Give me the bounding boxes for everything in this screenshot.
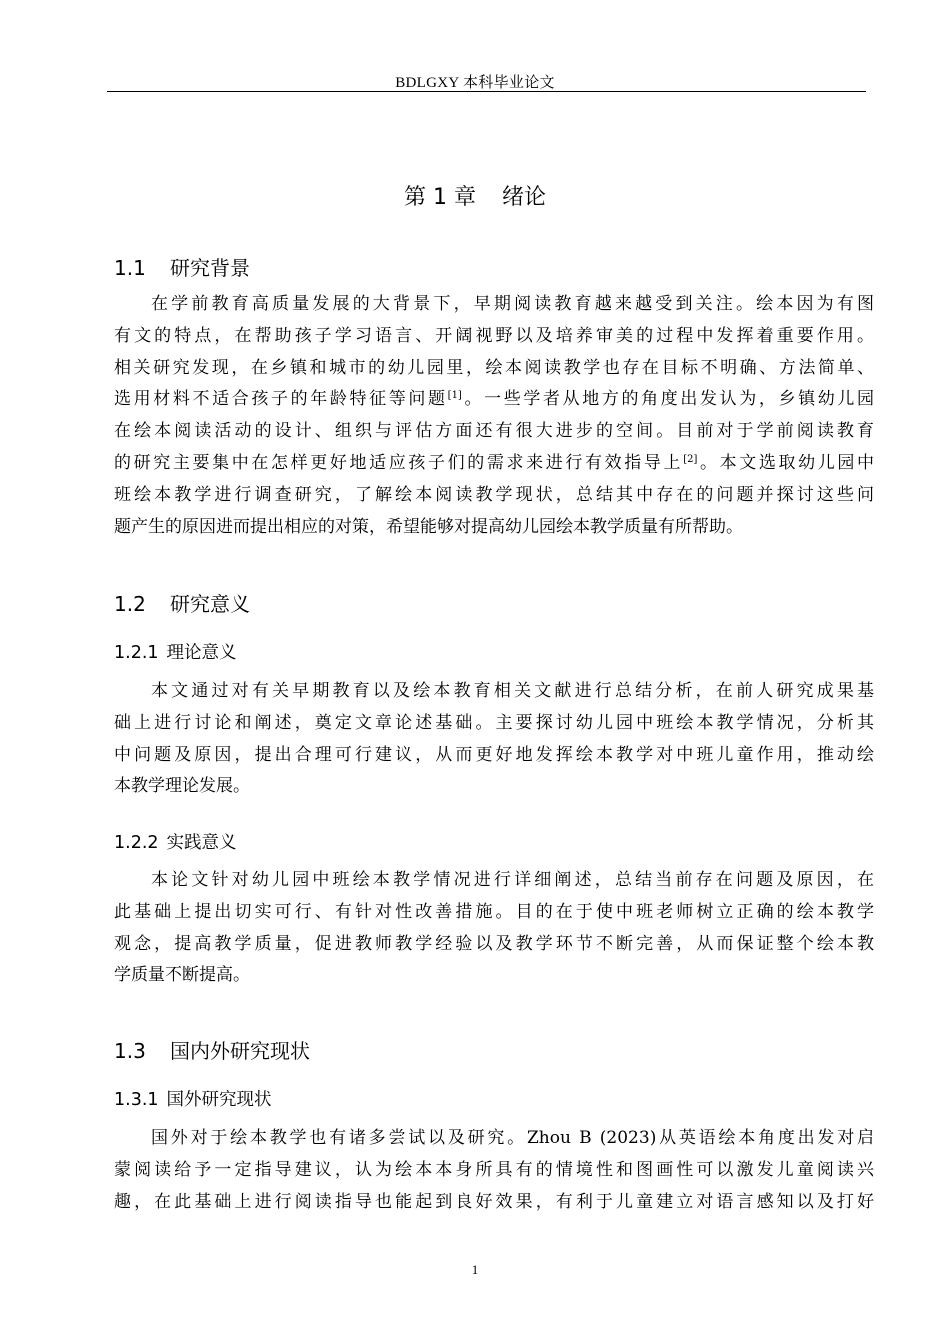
- section-title: 研究背景: [170, 256, 250, 280]
- text-line: 班绘本教学进行调查研究，了解绘本阅读教学现状，总结其中存在的问题并探讨这些问: [114, 484, 874, 505]
- text-span: 选用材料不适合孩子的年龄特征等问题: [114, 389, 448, 410]
- page-number: 1: [471, 1262, 479, 1277]
- text-line: [114, 448, 874, 480]
- chapter-name: 绪论: [501, 185, 546, 210]
- text-line: 本教学理论发展。: [114, 776, 250, 797]
- citation-1: [1]: [447, 390, 462, 402]
- text-line: 此基础上提出切实可行、有针对性改善措施。目的在于使中班老师树立正确的绘本教学: [114, 901, 874, 922]
- text-line: 础上进行讨论和阐述，奠定文章论述基础。主要探讨幼儿园中班绘本教学情况，分析其: [114, 712, 874, 733]
- header-rule: [107, 91, 866, 92]
- text-line: 相关研究发现，在乡镇和城市的幼儿园里，绘本阅读教学也存在目标不明确、方法简单、: [114, 357, 874, 378]
- section-heading-1-1: [114, 252, 250, 281]
- subsection-heading-1-2-2: [114, 829, 237, 854]
- text-line: 在学前教育高质量发展的大背景下，早期阅读教育越来越受到关注。绘本因为有图: [151, 294, 874, 314]
- section-title: 研究意义: [170, 592, 250, 616]
- paragraph-background: [114, 289, 874, 543]
- paragraph-foreign-research: [114, 1123, 874, 1218]
- text-line: 国外对于绘本教学也有诸多尝试以及研究。Zhou B (2023)从英语绘本角度出发对启: [151, 1128, 874, 1148]
- text-line: 中问题及原因，提出合理可行建议，从而更好地发挥绘本教学对中班儿童作用，推动绘: [114, 744, 874, 765]
- section-heading-1-3: [114, 1035, 310, 1064]
- section-number: 1.3: [114, 1039, 146, 1063]
- text-line: 观念，提高教学质量，促进教师教学经验以及教学环节不断完善，从而保证整个绘本教: [114, 933, 874, 954]
- text-span: 。本文选取幼儿园中: [697, 452, 875, 473]
- text-line: 学质量不断提高。: [114, 965, 250, 986]
- section-title: 国内外研究现状: [170, 1039, 310, 1063]
- section-number: 1.1: [114, 256, 146, 280]
- text-span: 。一些学者从地方的角度出发认为，乡镇幼儿园: [461, 389, 875, 410]
- text-line: 蒙阅读给予一定指导建议，认为绘本本身所具有的情境性和图画性可以激发儿童阅读兴: [114, 1159, 874, 1180]
- text-line: 本论文针对幼儿园中班绘本教学情况进行详细阐述，总结当前存在问题及原因，在: [151, 870, 874, 890]
- paragraph-theoretical-significance: [114, 676, 874, 803]
- text-line: 本文通过对有关早期教育以及绘本教育相关文献进行总结分析，在前人研究成果基: [151, 681, 874, 701]
- chapter-number: 第 1 章: [404, 185, 476, 210]
- text-line: 有文的特点，在帮助孩子学习语言、开阔视野以及培养审美的过程中发挥着重要作用。: [114, 325, 874, 346]
- subsection-title: 国外研究现状: [166, 1090, 272, 1110]
- subsection-number: 1.2.2: [114, 833, 159, 853]
- citation-2: [2]: [683, 453, 698, 465]
- text-line: 趣，在此基础上进行阅读指导也能起到良好效果，有利于儿童建立对语言感知以及打好: [114, 1191, 874, 1212]
- subsection-number: 1.2.1: [114, 643, 159, 663]
- text-line: [114, 384, 874, 416]
- section-heading-1-2: [114, 588, 250, 617]
- section-number: 1.2: [114, 592, 146, 616]
- paragraph-practical-significance: [114, 865, 874, 992]
- subsection-title: 实践意义: [166, 833, 237, 853]
- subsection-title: 理论意义: [166, 643, 237, 663]
- subsection-number: 1.3.1: [114, 1090, 159, 1110]
- text-span: 的研究主要集中在怎样更好地适应孩子们的需求来进行有效指导上: [114, 452, 684, 473]
- chapter-title: [0, 180, 950, 211]
- text-line: 题产生的原因进而提出相应的对策，希望能够对提高幼儿园绘本教学质量有所帮助。: [114, 516, 743, 537]
- text-line: 在绘本阅读活动的设计、组织与评估方面还有很大进步的空间。目前对于学前阅读教育: [114, 421, 874, 442]
- subsection-heading-1-3-1: [114, 1086, 272, 1111]
- page-header: BDLGXY 本科毕业论文: [395, 75, 555, 91]
- subsection-heading-1-2-1: [114, 639, 237, 664]
